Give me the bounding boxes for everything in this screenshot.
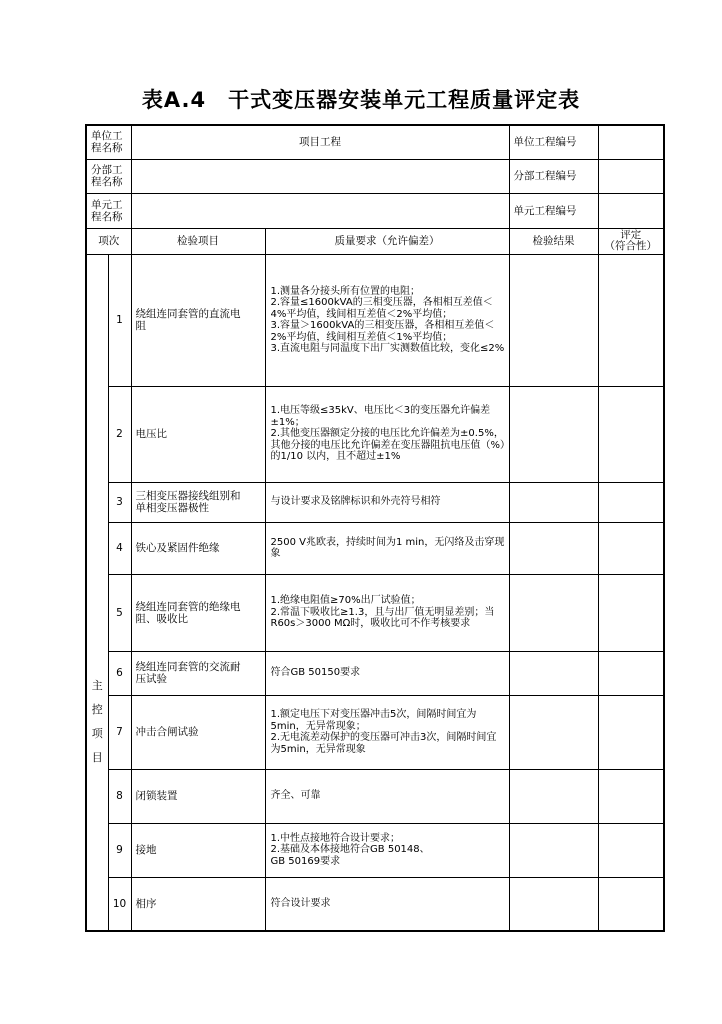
- requirement: 符合GB 50150要求: [265, 651, 509, 695]
- col-rating-line2: （符合性）: [604, 240, 657, 252]
- col-item-no: 项次: [86, 228, 131, 254]
- group-label-char: 主: [91, 679, 103, 693]
- header-row-element-project: [86, 193, 664, 228]
- result-cell[interactable]: [509, 769, 598, 823]
- check-item: 绕组连同套管的交流耐压试验: [131, 651, 265, 695]
- header-row-sub-project: [86, 159, 664, 193]
- element-project-label: 单元工程名称: [86, 193, 131, 228]
- item-no: 3: [108, 482, 131, 522]
- rating-cell[interactable]: [598, 823, 664, 877]
- page-title: 表A.4 干式变压器安装单元工程质量评定表: [141, 88, 581, 112]
- header-row-unit-project: [86, 125, 664, 159]
- check-item: 绕组连同套管的直流电阻: [131, 254, 265, 386]
- table-row: [86, 482, 664, 522]
- col-check-item: 检验项目: [131, 228, 265, 254]
- group-label-char: 控: [91, 703, 103, 717]
- item-no: 8: [108, 769, 131, 823]
- element-project-code-value[interactable]: [598, 193, 664, 228]
- check-item: 电压比: [131, 386, 265, 482]
- rating-cell[interactable]: [598, 386, 664, 482]
- requirement: 2500 V兆欧表，持续时间为1 min，无闪络及击穿现象: [265, 522, 509, 574]
- element-project-code-label: 单元工程编号: [509, 193, 598, 228]
- unit-project-label: 单位工程名称: [86, 125, 131, 159]
- rating-cell[interactable]: [598, 254, 664, 386]
- result-cell[interactable]: [509, 695, 598, 769]
- result-cell[interactable]: [509, 574, 598, 651]
- requirement: 1.电压等级≤35kV、电压比＜3的变压器允许偏差±1%； 2.其他变压器额定分接的电压比允许偏差为±0.5%，其他分接的电压比允许偏差在变压器阻抗电压值（%）的1/10 以内，且不超过±1%: [265, 386, 509, 482]
- requirement: 符合设计要求: [265, 877, 509, 931]
- requirement: 齐全、可靠: [265, 769, 509, 823]
- item-no: 6: [108, 651, 131, 695]
- rating-cell[interactable]: [598, 877, 664, 931]
- requirement: 1.中性点接地符合设计要求； 2.基础及本体接地符合GB 50148、 GB 50169要求: [265, 823, 509, 877]
- table-row: [86, 254, 664, 386]
- col-rating-line1: 评定: [620, 229, 642, 241]
- check-item: 绕组连同套管的绝缘电阻、吸收比: [131, 574, 265, 651]
- check-item: 闭锁装置: [131, 769, 265, 823]
- requirement: 1.绝缘电阻值≥70%出厂试验值； 2.常温下吸收比≥1.3，且与出厂值无明显差别；当R60s＞3000 MΩ时，吸收比可不作考核要求: [265, 574, 509, 651]
- sub-project-code-value[interactable]: [598, 159, 664, 193]
- rating-cell[interactable]: [598, 574, 664, 651]
- group-label-char: 目: [91, 751, 103, 765]
- column-header-row: [86, 228, 664, 254]
- rating-cell[interactable]: [598, 769, 664, 823]
- item-no: 1: [108, 254, 131, 386]
- col-rating: [598, 228, 664, 254]
- item-no: 2: [108, 386, 131, 482]
- result-cell[interactable]: [509, 522, 598, 574]
- check-item: 冲击合闸试验: [131, 695, 265, 769]
- sub-project-code-label: 分部工程编号: [509, 159, 598, 193]
- item-no: 4: [108, 522, 131, 574]
- unit-project-code-label: 单位工程编号: [509, 125, 598, 159]
- group-label-char: 项: [91, 727, 103, 741]
- col-result: 检验结果: [509, 228, 598, 254]
- table-row: [86, 574, 664, 651]
- requirement: 1.额定电压下对变压器冲击5次，间隔时间宜为5min，无异常现象； 2.无电流差动保护的变压器可冲击3次，间隔时间宜为5min，无异常现象: [265, 695, 509, 769]
- result-cell[interactable]: [509, 386, 598, 482]
- col-requirement: 质量要求（允许偏差）: [265, 228, 509, 254]
- check-item: 接地: [131, 823, 265, 877]
- check-item: 铁心及紧固件绝缘: [131, 522, 265, 574]
- unit-project-value[interactable]: 项目工程: [131, 125, 509, 159]
- sub-project-label: 分部工程名称: [86, 159, 131, 193]
- result-cell[interactable]: [509, 254, 598, 386]
- requirement: 1.测量各分接头所有位置的电阻； 2.容量≤1600kVA的三相变压器，各相相互差值＜4%平均值，线间相互差值＜2%平均值； 3.容量＞1600kVA的三相变压器，各相相互差值＜2%平均值，线间相互差值＜1%平均值； 3.直流电阻与同温度下出厂实测数值比较，变化≤2%: [265, 254, 509, 386]
- table-row: [86, 769, 664, 823]
- rating-cell[interactable]: [598, 695, 664, 769]
- result-cell[interactable]: [509, 823, 598, 877]
- quality-evaluation-table: [85, 124, 665, 932]
- unit-project-code-value[interactable]: [598, 125, 664, 159]
- item-no: 9: [108, 823, 131, 877]
- table-row: [86, 823, 664, 877]
- result-cell[interactable]: [509, 651, 598, 695]
- item-no: 7: [108, 695, 131, 769]
- table-row: [86, 695, 664, 769]
- item-no: 10: [108, 877, 131, 931]
- table-row: [86, 386, 664, 482]
- rating-cell[interactable]: [598, 482, 664, 522]
- table-row: [86, 877, 664, 931]
- check-item: 相序: [131, 877, 265, 931]
- group-label-main-control: [86, 254, 108, 931]
- rating-cell[interactable]: [598, 651, 664, 695]
- requirement: 与设计要求及铭牌标识和外壳符号相符: [265, 482, 509, 522]
- rating-cell[interactable]: [598, 522, 664, 574]
- result-cell[interactable]: [509, 877, 598, 931]
- table-row: [86, 522, 664, 574]
- table-row: [86, 651, 664, 695]
- sub-project-value[interactable]: [131, 159, 509, 193]
- item-no: 5: [108, 574, 131, 651]
- check-item: 三相变压器接线组别和单相变压器极性: [131, 482, 265, 522]
- element-project-value[interactable]: [131, 193, 509, 228]
- result-cell[interactable]: [509, 482, 598, 522]
